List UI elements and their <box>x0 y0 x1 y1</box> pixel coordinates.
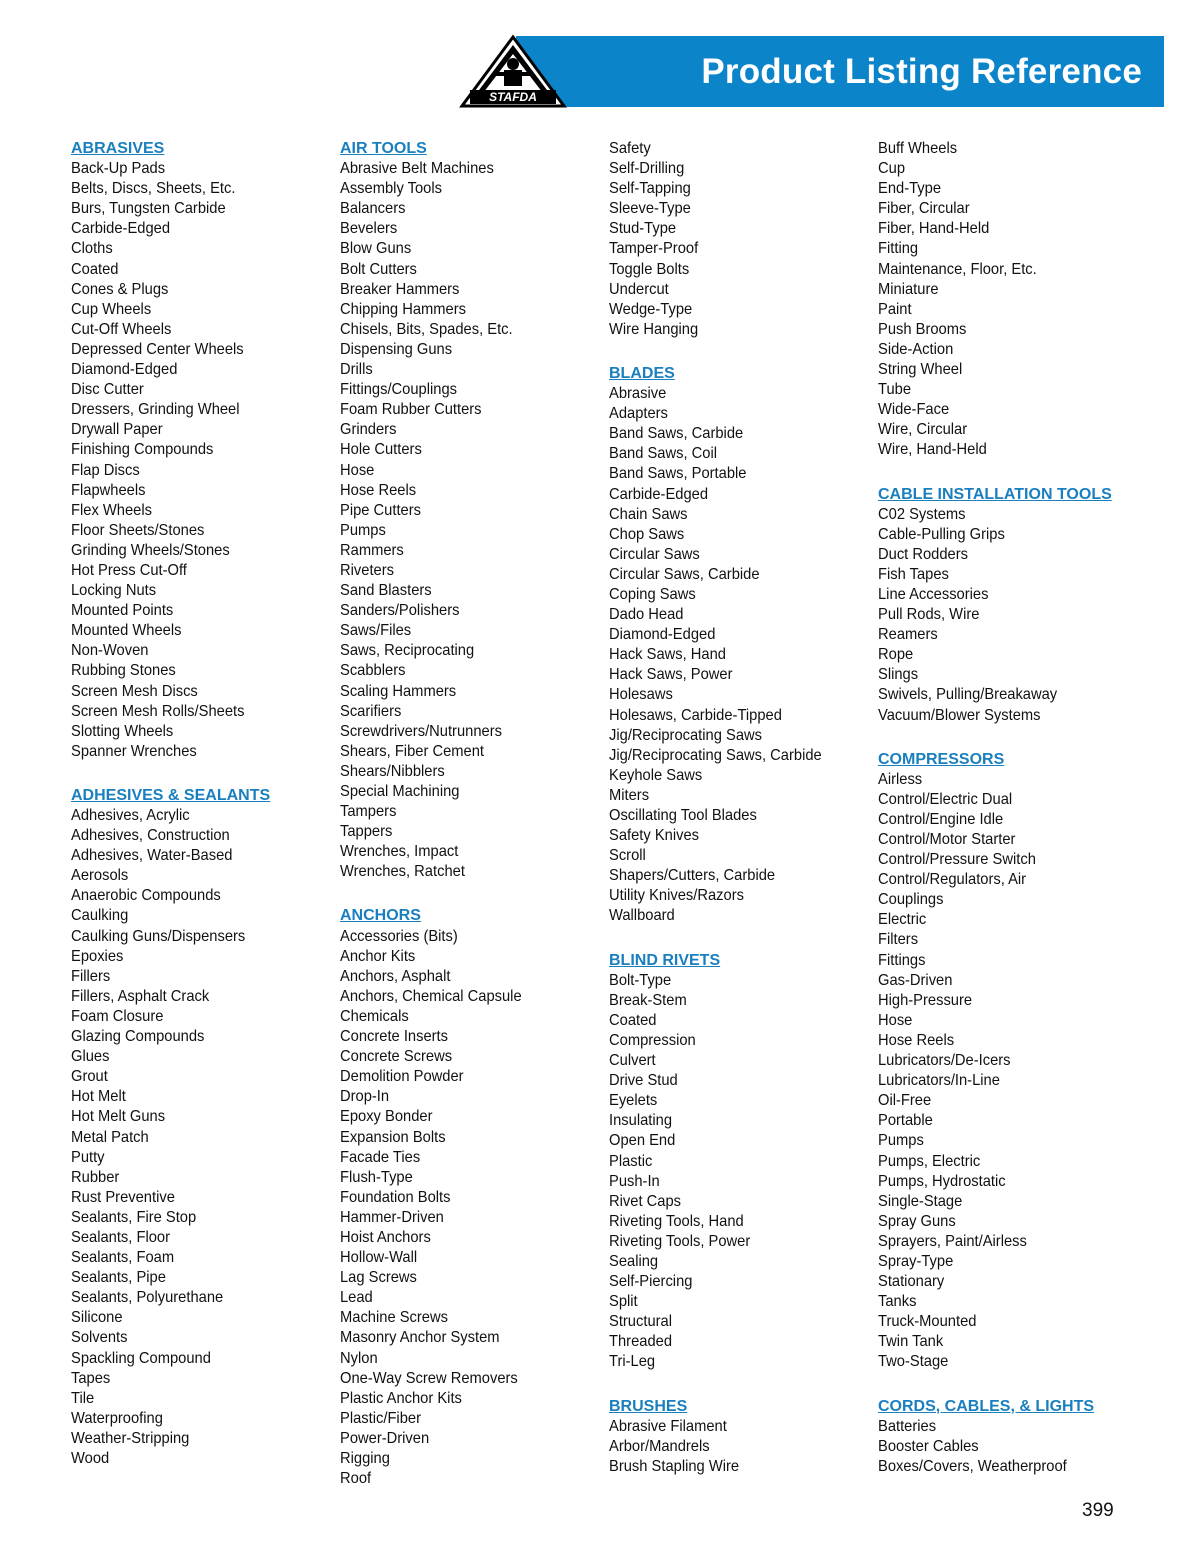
listing-item: Diamond-Edged <box>609 626 716 644</box>
listing-item: Nylon <box>340 1349 378 1367</box>
listing-item: Filters <box>878 931 919 949</box>
listing-item: Cup <box>878 160 906 178</box>
listing-column-4 <box>878 139 1146 1477</box>
listing-section <box>878 750 1146 1373</box>
listing-item: Putty <box>71 1148 105 1166</box>
section-heading[interactable]: ANCHORS <box>340 907 421 925</box>
listing-item: Sealants, Floor <box>71 1228 171 1246</box>
listing-item: Self-Drilling <box>609 160 685 178</box>
listing-item: Pumps, Electric <box>878 1152 981 1170</box>
logo-text: STAFDA <box>489 90 537 104</box>
listing-item: Scroll <box>609 847 646 865</box>
listing-item: Wood <box>71 1450 110 1467</box>
section-heading[interactable]: ADHESIVES & SEALANTS <box>71 786 271 804</box>
listing-item: Hose Reels <box>878 1031 955 1049</box>
listing-item: Pipe Cutters <box>340 501 422 519</box>
listing-item: Dispensing Guns <box>340 340 453 358</box>
listing-item: Disc Cutter <box>71 381 144 399</box>
listing-item: Abrasive Belt Machines <box>340 160 494 178</box>
listing-item: Stationary <box>878 1273 945 1291</box>
listing-item: Buff Wheels <box>878 140 958 157</box>
section-heading[interactable]: BLIND RIVETS <box>609 951 721 969</box>
listing-item: Tile <box>71 1389 95 1407</box>
listing-item: Truck-Mounted <box>878 1313 977 1331</box>
listing-item: Drills <box>340 361 373 379</box>
listing-item: Mounted Points <box>71 602 174 620</box>
listing-item: Threaded <box>609 1333 673 1351</box>
section-heading[interactable]: ABRASIVES <box>71 140 165 157</box>
listing-item: Silicone <box>71 1309 123 1327</box>
listing-item: Tampers <box>340 803 397 821</box>
listing-item: Keyhole Saws <box>609 766 703 784</box>
listing-item: Gas-Driven <box>878 971 953 989</box>
section-heading[interactable]: BRUSHES <box>609 1397 688 1415</box>
listing-section <box>609 139 877 340</box>
listing-section <box>878 485 1146 726</box>
listing-item: Control/Regulators, Air <box>878 871 1027 889</box>
listing-item: Hose <box>340 461 375 479</box>
listing-item: Utility Knives/Razors <box>609 887 744 905</box>
listing-item: Weather-Stripping <box>71 1429 190 1447</box>
listing-column-2 <box>340 139 608 1489</box>
listing-item: Epoxies <box>71 947 124 965</box>
listing-item: Wire, Circular <box>878 421 968 439</box>
listing-item: Chop Saws <box>609 525 685 543</box>
listing-item: Safety <box>609 140 651 157</box>
listing-item: Undercut <box>609 280 669 298</box>
listing-item: Bevelers <box>340 220 398 238</box>
section-heading[interactable]: COMPRESSORS <box>878 750 1005 768</box>
listing-item: Oil-Free <box>878 1092 932 1110</box>
listing-item: Pull Rods, Wire <box>878 606 980 624</box>
listing-item: Pumps <box>340 521 386 539</box>
listing-item: Flapwheels <box>71 481 146 499</box>
listing-item: Blow Guns <box>340 240 412 258</box>
listing-item: Caulking <box>71 907 129 925</box>
listing-item: Breaker Hammers <box>340 280 460 298</box>
listing-item: Band Saws, Portable <box>609 465 747 483</box>
listing-item: Adhesives, Acrylic <box>71 807 190 824</box>
listing-item: Flush-Type <box>340 1168 413 1186</box>
listing-item: Screen Mesh Discs <box>71 682 198 700</box>
listing-item: Brush Stapling Wire <box>609 1457 740 1475</box>
listing-item: Concrete Inserts <box>340 1028 448 1046</box>
listing-item: Diamond-Edged <box>71 361 178 379</box>
listing-item: Insulating <box>609 1112 673 1130</box>
listing-item: Saws/Files <box>340 622 412 640</box>
listing-item: Hoist Anchors <box>340 1228 431 1246</box>
listing-item: Lubricators/De-Icers <box>878 1052 1011 1070</box>
listing-item: Lag Screws <box>340 1269 417 1287</box>
listing-section <box>609 951 877 1373</box>
listing-item: Hose Reels <box>340 481 417 499</box>
listing-item: Sand Blasters <box>340 582 432 600</box>
listing-item: Coated <box>71 260 119 278</box>
listing-item: Assembly Tools <box>340 180 442 198</box>
listing-item: Break-Stem <box>609 991 687 1009</box>
listing-item: Adapters <box>609 405 668 423</box>
listing-item: Tanks <box>878 1293 917 1311</box>
listing-item: Depressed Center Wheels <box>71 340 244 358</box>
listing-item: Rivet Caps <box>609 1192 681 1210</box>
listing-item: Machine Screws <box>340 1309 448 1327</box>
listing-item: Riveting Tools, Hand <box>609 1212 744 1230</box>
listing-item: Lubricators/In-Line <box>878 1072 1000 1090</box>
listing-item: High-Pressure <box>878 991 973 1009</box>
listing-item: Metal Patch <box>71 1128 149 1146</box>
listing-item: Rope <box>878 646 914 664</box>
section-heading[interactable]: CORDS, CABLES, & LIGHTS <box>878 1397 1095 1415</box>
listing-item: Power-Driven <box>340 1429 430 1447</box>
listing-item: Control/Motor Starter <box>878 831 1016 848</box>
listing-item: Chisels, Bits, Spades, Etc. <box>340 320 513 338</box>
listing-item: Anchors, Asphalt <box>340 967 451 985</box>
listing-item: Push-In <box>609 1172 660 1190</box>
listing-item: Wire Hanging <box>609 320 699 338</box>
listing-item: Locking Nuts <box>71 582 157 600</box>
listing-item: Spray Guns <box>878 1212 956 1230</box>
listing-item: Spanner Wrenches <box>71 742 197 760</box>
listing-item: Hack Saws, Hand <box>609 646 726 664</box>
listing-item: Spray-Type <box>878 1252 954 1270</box>
listing-item: Aerosols <box>71 867 129 885</box>
listing-item: Self-Tapping <box>609 180 691 198</box>
listing-item: Concrete Screws <box>340 1048 453 1066</box>
listing-item: Boxes/Covers, Weatherproof <box>878 1457 1067 1475</box>
listing-item: Jig/Reciprocating Saws, Carbide <box>609 746 822 764</box>
listing-item: Shapers/Cutters, Carbide <box>609 867 776 885</box>
listing-item: Fish Tapes <box>878 565 949 583</box>
listing-item: Scabblers <box>340 662 406 680</box>
listing-item: Vacuum/Blower Systems <box>878 706 1041 724</box>
listing-item: Wedge-Type <box>609 300 693 318</box>
listing-item: Abrasive <box>609 385 667 403</box>
listing-item: Foam Closure <box>71 1007 164 1025</box>
listing-item: C02 Systems <box>878 505 966 523</box>
listing-item: One-Way Screw Removers <box>340 1369 518 1387</box>
listing-item: Cup Wheels <box>71 300 152 318</box>
listing-item: Wrenches, Impact <box>340 843 459 861</box>
listing-section <box>609 364 877 927</box>
listing-item: Culvert <box>609 1052 656 1070</box>
listing-item: Carbide-Edged <box>71 220 171 238</box>
listing-item: Masonry Anchor System <box>340 1329 500 1347</box>
listing-item: Booster Cables <box>878 1437 979 1455</box>
listing-item: Fittings/Couplings <box>340 381 457 399</box>
listing-item: Cones & Plugs <box>71 280 169 298</box>
listing-section <box>340 139 608 882</box>
listing-item: Open End <box>609 1132 676 1150</box>
listing-item: Shears/Nibblers <box>340 762 445 780</box>
listing-item: Fillers, Asphalt Crack <box>71 987 210 1005</box>
listing-item: Cloths <box>71 240 113 258</box>
listing-item: Dado Head <box>609 606 684 624</box>
listing-item: Cut-Off Wheels <box>71 320 172 338</box>
listing-item: Side-Action <box>878 340 954 358</box>
listing-item: Flap Discs <box>71 461 140 479</box>
listing-item: Rammers <box>340 541 404 559</box>
listing-item: Slings <box>878 666 919 684</box>
section-heading[interactable]: BLADES <box>609 364 675 382</box>
listing-item: Anchor Kits <box>340 947 416 965</box>
listing-item: Drywall Paper <box>71 421 163 439</box>
listing-item: Rubbing Stones <box>71 662 176 680</box>
listing-item: Plastic <box>609 1152 653 1170</box>
listing-item: Swivels, Pulling/Breakaway <box>878 686 1058 704</box>
listing-item: Sealants, Foam <box>71 1249 175 1267</box>
listing-item: Push Brooms <box>878 320 967 338</box>
listing-item: Bolt Cutters <box>340 260 417 278</box>
listing-item: Saws, Reciprocating <box>340 642 475 660</box>
listing-item: Adhesives, Construction <box>71 827 230 845</box>
listing-item: String Wheel <box>878 361 963 379</box>
listing-item: Sleeve-Type <box>609 200 691 218</box>
stafda-logo-icon <box>458 34 568 110</box>
listing-item: Fiber, Circular <box>878 200 970 218</box>
listing-item: Dressers, Grinding Wheel <box>71 401 240 419</box>
listing-item: Safety Knives <box>609 827 700 845</box>
listing-item: Hollow-Wall <box>340 1249 418 1267</box>
listing-item: Tappers <box>340 823 393 841</box>
listing-item: Drive Stud <box>609 1072 678 1090</box>
listing-item: Grout <box>71 1068 108 1086</box>
listing-section <box>609 1397 877 1477</box>
listing-item: Split <box>609 1293 638 1311</box>
listing-item: Tapes <box>71 1369 111 1387</box>
listing-item: Mounted Wheels <box>71 622 182 640</box>
listing-item: Caulking Guns/Dispensers <box>71 927 246 945</box>
listing-item: Stud-Type <box>609 220 677 238</box>
listing-item: Oscillating Tool Blades <box>609 807 757 824</box>
listing-item: Fillers <box>71 967 111 985</box>
listing-item: Paint <box>878 300 912 318</box>
listing-item: Balancers <box>340 200 406 218</box>
listing-item: Back-Up Pads <box>71 160 166 178</box>
listing-item: Band Saws, Carbide <box>609 425 744 443</box>
listing-item: Abrasive Filament <box>609 1417 727 1435</box>
listing-item: Pumps, Hydrostatic <box>878 1172 1006 1190</box>
listing-item: Sealants, Polyurethane <box>71 1289 224 1307</box>
listing-item: Hammer-Driven <box>340 1208 444 1226</box>
listing-item: Flex Wheels <box>71 501 152 519</box>
listing-item: Wrenches, Ratchet <box>340 863 465 881</box>
listing-item: Miniature <box>878 280 939 298</box>
listing-item: Maintenance, Floor, Etc. <box>878 260 1037 278</box>
listing-item: Riveting Tools, Power <box>609 1232 751 1250</box>
listing-item: Waterproofing <box>71 1409 163 1427</box>
listing-item: Carbide-Edged <box>609 485 709 503</box>
listing-item: Line Accessories <box>878 585 989 603</box>
listing-item: Rust Preventive <box>71 1188 175 1206</box>
listing-item: Self-Piercing <box>609 1273 693 1291</box>
listing-item: Finishing Compounds <box>71 441 214 459</box>
listing-item: Chain Saws <box>609 505 688 523</box>
listing-item: Slotting Wheels <box>71 722 174 740</box>
listing-column-3 <box>609 139 877 1477</box>
listing-item: Screwdrivers/Nutrunners <box>340 722 502 740</box>
listing-item: Demolition Powder <box>340 1068 464 1086</box>
listing-item: Belts, Discs, Sheets, Etc. <box>71 180 236 198</box>
section-heading[interactable]: CABLE INSTALLATION TOOLS <box>878 485 1112 503</box>
listing-item: Sealing <box>609 1252 659 1270</box>
listing-section <box>71 786 339 1469</box>
listing-item: Cable-Pulling Grips <box>878 525 1005 543</box>
listing-item: Two-Stage <box>878 1353 949 1371</box>
listing-section <box>878 139 1146 461</box>
listing-item: Holesaws <box>609 686 673 704</box>
listing-item: Tamper-Proof <box>609 240 699 258</box>
listing-item: Compression <box>609 1031 696 1049</box>
listing-item: Fitting <box>878 240 919 258</box>
listing-item: Airless <box>878 770 923 788</box>
listing-item: Shears, Fiber Cement <box>340 742 484 760</box>
listing-item: Wire, Hand-Held <box>878 441 987 459</box>
listing-item: Control/Engine Idle <box>878 810 1004 828</box>
section-heading[interactable]: AIR TOOLS <box>340 140 427 157</box>
listing-item: Jig/Reciprocating Saws <box>609 726 762 744</box>
listing-column-1 <box>71 139 339 1469</box>
listing-item: Floor Sheets/Stones <box>71 521 205 539</box>
listing-item: Toggle Bolts <box>609 260 690 278</box>
listing-item: Circular Saws <box>609 545 700 563</box>
listing-item: Foundation Bolts <box>340 1188 451 1206</box>
listing-item: Fittings <box>878 951 926 969</box>
listing-item: Miters <box>609 786 650 804</box>
listing-item: Tri-Leg <box>609 1353 656 1371</box>
listing-item: Hack Saws, Power <box>609 666 733 684</box>
listing-item: Hose <box>878 1011 913 1029</box>
listing-item: Roof <box>340 1470 372 1488</box>
listing-item: Sealants, Pipe <box>71 1269 166 1287</box>
listing-item: Rigging <box>340 1450 390 1467</box>
listing-item: Couplings <box>878 891 944 909</box>
listing-item: Glues <box>71 1048 110 1066</box>
listing-item: Duct Rodders <box>878 545 969 563</box>
listing-item: Sanders/Polishers <box>340 602 460 620</box>
listing-item: Electric <box>878 911 927 929</box>
listing-item: Control/Electric Dual <box>878 790 1013 808</box>
header-banner <box>516 36 1164 107</box>
listing-section <box>340 906 608 1489</box>
listing-item: Eyelets <box>609 1092 658 1110</box>
listing-item: Hot Press Cut-Off <box>71 561 187 579</box>
listing-item: Portable <box>878 1112 933 1130</box>
listing-item: Structural <box>609 1313 672 1331</box>
listing-item: Anchors, Chemical Capsule <box>340 987 522 1005</box>
listing-item: Non-Woven <box>71 642 149 660</box>
listing-item: Chipping Hammers <box>340 300 466 318</box>
listing-item: Scarifiers <box>340 702 402 720</box>
listing-item: Coated <box>609 1011 657 1029</box>
listing-item: Drop-In <box>340 1088 390 1106</box>
listing-item: Screen Mesh Rolls/Sheets <box>71 702 245 720</box>
listing-item: Chemicals <box>340 1007 409 1025</box>
listing-item: Coping Saws <box>609 585 696 603</box>
listing-item: Rubber <box>71 1168 120 1186</box>
listing-item: Burs, Tungsten Carbide <box>71 200 226 218</box>
listing-item: Batteries <box>878 1417 937 1435</box>
listing-item: Single-Stage <box>878 1192 963 1210</box>
listing-item: Hole Cutters <box>340 441 422 459</box>
listing-item: Scaling Hammers <box>340 682 457 700</box>
listing-item: Spackling Compound <box>71 1349 211 1367</box>
listing-section <box>878 1397 1146 1477</box>
listing-item: Hot Melt Guns <box>71 1108 166 1126</box>
listing-section <box>71 139 339 762</box>
listing-item: Epoxy Bonder <box>340 1108 433 1126</box>
listing-item: Adhesives, Water-Based <box>71 847 233 865</box>
listing-item: Lead <box>340 1289 373 1307</box>
listing-item: Tube <box>878 381 912 399</box>
listing-item: Bolt-Type <box>609 971 672 989</box>
listing-item: Wallboard <box>609 907 675 925</box>
listing-item: Grinders <box>340 421 397 439</box>
listing-item: Control/Pressure Switch <box>878 851 1036 869</box>
listing-item: Holesaws, Carbide-Tipped <box>609 706 782 724</box>
listing-item: Pumps <box>878 1132 924 1150</box>
listing-item: Plastic/Fiber <box>340 1409 421 1427</box>
listing-item: Special Machining <box>340 783 460 800</box>
listing-item: Grinding Wheels/Stones <box>71 541 230 559</box>
page-title: Product Listing Reference <box>701 52 1142 91</box>
listing-item: Band Saws, Coil <box>609 445 717 463</box>
listing-item: Riveters <box>340 561 394 579</box>
listing-item: End-Type <box>878 180 942 198</box>
listing-item: Sprayers, Paint/Airless <box>878 1232 1027 1250</box>
listing-item: Glazing Compounds <box>71 1028 205 1046</box>
listing-item: Expansion Bolts <box>340 1128 446 1146</box>
listing-item: Sealants, Fire Stop <box>71 1208 197 1226</box>
listing-item: Facade Ties <box>340 1148 421 1166</box>
listing-item: Foam Rubber Cutters <box>340 401 482 419</box>
page-number: 399 <box>1082 1500 1114 1521</box>
listing-item: Hot Melt <box>71 1088 126 1106</box>
listing-item: Solvents <box>71 1329 128 1347</box>
listing-item: Anaerobic Compounds <box>71 887 221 905</box>
listing-item: Accessories (Bits) <box>340 927 458 945</box>
listing-item: Circular Saws, Carbide <box>609 565 760 583</box>
listing-item: Reamers <box>878 626 938 644</box>
listing-item: Wide-Face <box>878 401 950 419</box>
listing-item: Arbor/Mandrels <box>609 1437 710 1455</box>
listing-item: Twin Tank <box>878 1333 944 1351</box>
listing-item: Plastic Anchor Kits <box>340 1389 462 1407</box>
listing-item: Fiber, Hand-Held <box>878 220 990 238</box>
